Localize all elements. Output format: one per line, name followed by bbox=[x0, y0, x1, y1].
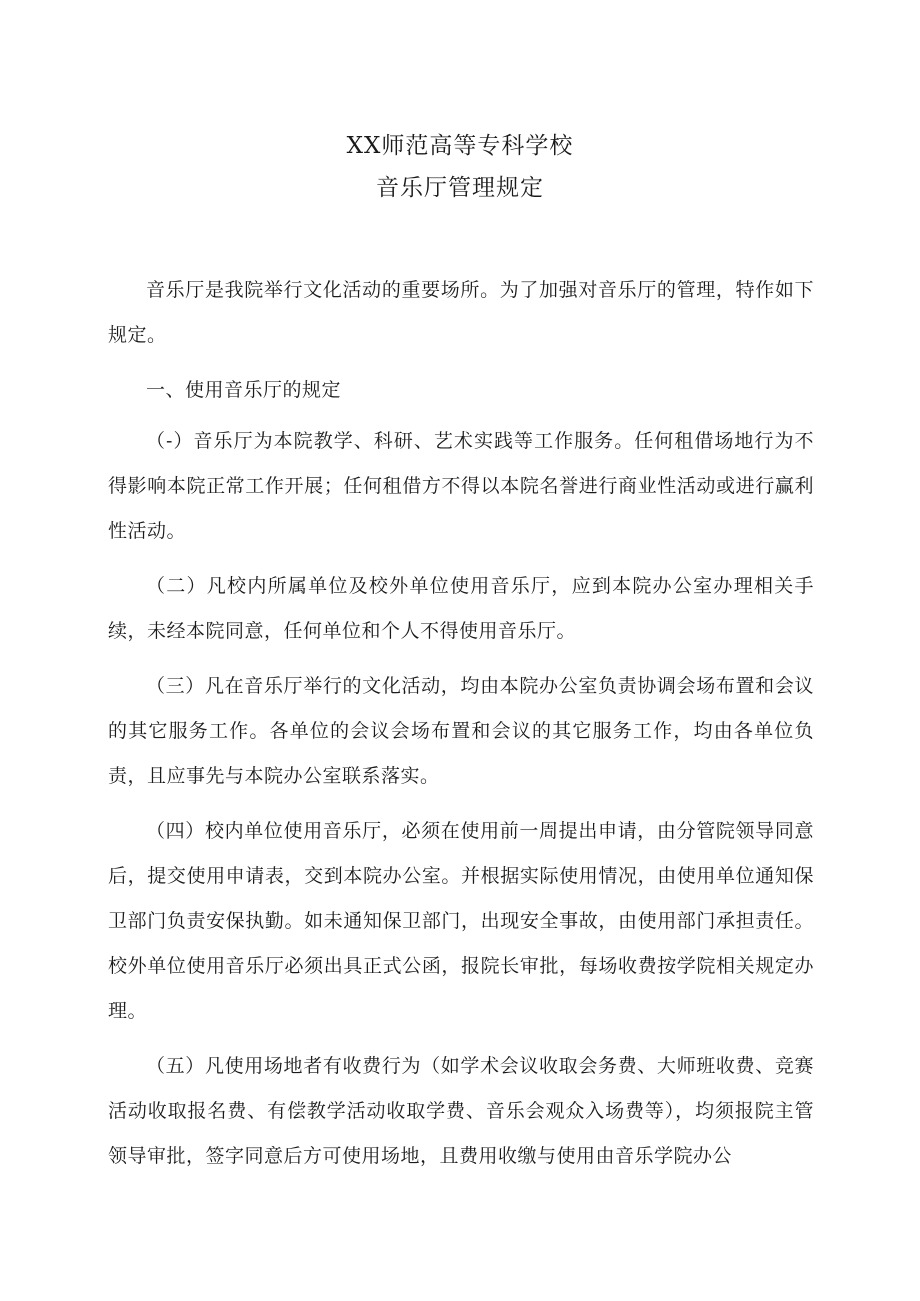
document-title-block bbox=[0, 125, 920, 209]
intro-paragraph: 音乐厅是我院举行文化活动的重要场所。为了加强对音乐厅的管理，特作如下规定。 bbox=[108, 279, 814, 346]
section-heading: 一、使用音乐厅的规定 bbox=[146, 379, 342, 401]
rule-paragraph-4: （四）校内单位使用音乐厅，必须在使用前一周提出申请，由分管院领导同意后，提交使用申请表，交到本院办公室。并根据实际使用情况，由使用单位通知保卫部门负责安保执勤。如未通知保卫部门，出现安全事故，由使用部门承担责任。校外单位使用音乐厅必须出具正式公函，报院长审批，每场收费按学院相关规定办理。 bbox=[108, 820, 814, 1022]
document-subtitle: 音乐厅管理规定 bbox=[376, 175, 544, 201]
rule-paragraph-2: （二）凡校内所属单位及校外单位使用音乐厅，应到本院办公室办理相关手续，未经本院同意，任何单位和个人不得使用音乐厅。 bbox=[108, 575, 814, 642]
rule-paragraph-3: （三）凡在音乐厅举行的文化活动，均由本院办公室负责协调会场布置和会议的其它服务工作。各单位的会议会场布置和会议的其它服务工作，均由各单位负责，且应事先与本院办公室联系落实。 bbox=[108, 675, 814, 787]
rule-paragraph-1: （-）音乐厅为本院教学、科研、艺术实践等工作服务。任何租借场地行为不得影响本院正常工作开展；任何租借方不得以本院名誉进行商业性活动或进行赢利性活动。 bbox=[108, 430, 814, 542]
document-title: XX师范高等专科学校 bbox=[346, 133, 574, 159]
rule-paragraph-5: （五）凡使用场地者有收费行为（如学术会议收取会务费、大师班收费、竞赛活动收取报名费、有偿教学活动收取学费、音乐会观众入场费等），均须报院主管领导审批，签字同意后方可使用场地，且费用收缴与使用由音乐学院办公 bbox=[108, 1055, 814, 1167]
document-body bbox=[108, 268, 814, 1189]
